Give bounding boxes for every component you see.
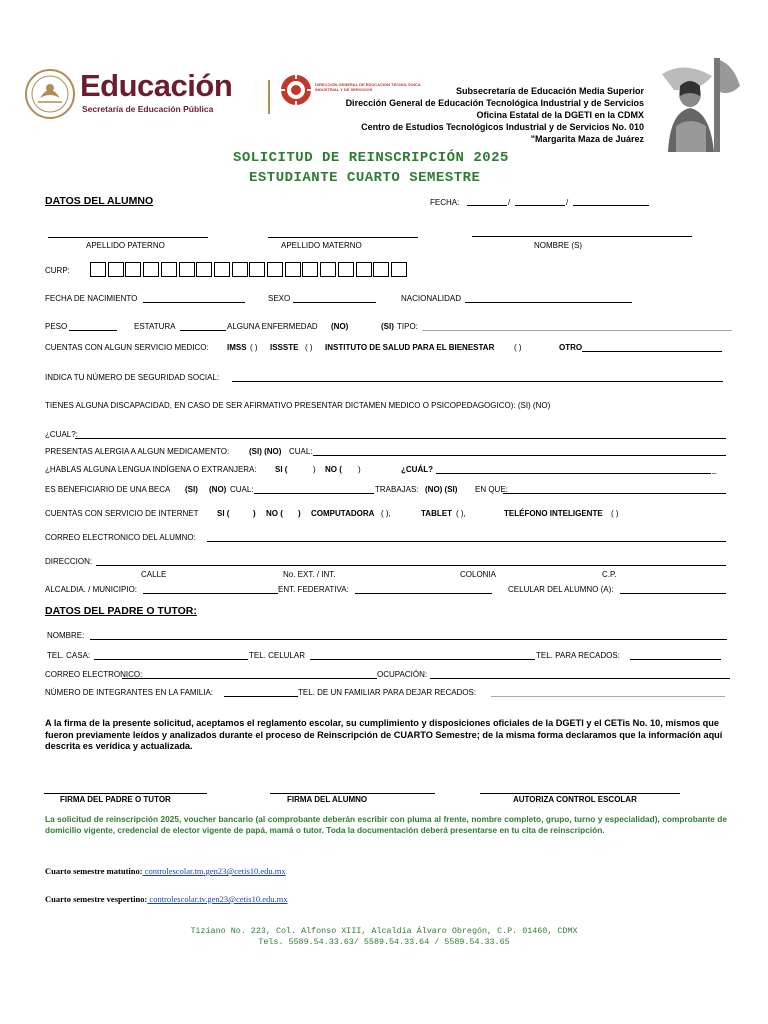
- issste-check[interactable]: ( ): [305, 343, 313, 352]
- firma-padre-label: FIRMA DEL PADRE O TUTOR: [60, 795, 171, 804]
- nacionalidad-label: NACIONALIDAD: [401, 294, 462, 303]
- sexo-line[interactable]: [293, 302, 376, 303]
- tel-casa-line[interactable]: [94, 659, 248, 660]
- curp-char-box[interactable]: [125, 262, 141, 277]
- celular-alumno-label: CELULAR DEL ALUMNO (A):: [508, 585, 614, 594]
- apellido-materno-line[interactable]: [268, 237, 418, 238]
- curp-char-box[interactable]: [214, 262, 230, 277]
- insabi-option[interactable]: INSTITUTO DE SALUD PARA EL BIENESTAR: [325, 343, 495, 352]
- curp-char-box[interactable]: [179, 262, 195, 277]
- tablet-check[interactable]: ( ),: [456, 509, 466, 518]
- header: [22, 52, 742, 152]
- vespertino-label: Cuarto semestre vespertino:: [45, 894, 148, 904]
- colonia-label: COLONIA: [460, 570, 497, 579]
- alergia-cual-line[interactable]: [313, 455, 726, 456]
- curp-char-box[interactable]: [196, 262, 212, 277]
- lengua-end-mark: _: [712, 465, 717, 474]
- entidad-label: ENT. FEDERATIVA:: [278, 585, 349, 594]
- ocupacion-end-mark: _: [632, 670, 637, 679]
- lengua-cual-line[interactable]: [436, 473, 711, 474]
- curp-char-box[interactable]: [108, 262, 124, 277]
- fecha-nacimiento-label: FECHA DE NACIMIENTO: [45, 294, 138, 303]
- imss-option[interactable]: IMSS: [227, 343, 247, 352]
- padre-correo-label: CORREO ELECTRONICO:: [45, 670, 143, 679]
- fecha-slash-2: /: [566, 198, 569, 207]
- fecha-month-line[interactable]: [515, 205, 565, 206]
- entidad-line[interactable]: [355, 593, 492, 594]
- internet-no-close: ): [298, 509, 301, 518]
- servicio-medico-label: CUENTAS CON ALGUN SERVICIO MEDICO:: [45, 343, 209, 352]
- curp-char-box[interactable]: [249, 262, 265, 277]
- beca-si-option[interactable]: (SI): [185, 485, 198, 494]
- internet-label: CUENTAS CON SERVICIO DE INTERNET: [45, 509, 199, 518]
- nss-label: INDICA TU NÚMERO DE SEGURIDAD SOCIAL:: [45, 373, 220, 382]
- curp-char-box[interactable]: [161, 262, 177, 277]
- ocupacion-label: OCUPACIÓN:: [377, 670, 428, 679]
- matutino-contact: [45, 866, 286, 876]
- telefono-option[interactable]: TELÉFONO INTELIGENTE: [504, 509, 603, 518]
- curp-char-box[interactable]: [373, 262, 389, 277]
- enfermedad-tipo-label: TIPO:: [397, 322, 418, 331]
- curp-char-box[interactable]: [338, 262, 354, 277]
- section-parent-heading: DATOS DEL PADRE O TUTOR:: [45, 605, 197, 617]
- correo-alumno-line[interactable]: [207, 541, 726, 542]
- peso-label: PESO: [45, 322, 68, 331]
- header-line-5: "Margarita Maza de Juárez: [530, 134, 644, 144]
- firma-alumno-label: FIRMA DEL ALUMNO: [287, 795, 368, 804]
- firma-padre-line[interactable]: [44, 793, 207, 794]
- beca-cual-line[interactable]: [254, 493, 374, 494]
- celular-alumno-line[interactable]: [620, 593, 726, 594]
- footer-phones: Tels. 5589.54.33.63/ 5589.54.33.64 / 5589.54.33.65: [258, 937, 510, 947]
- tel-casa-label: TEL. CASA:: [47, 651, 91, 660]
- peso-line[interactable]: [69, 330, 117, 331]
- dgeti-logo-icon: [280, 74, 312, 106]
- margarita-maza-portrait-icon: [654, 56, 742, 152]
- nombres-label: NOMBRE (S): [534, 241, 582, 250]
- computadora-option[interactable]: COMPUTADORA: [311, 509, 375, 518]
- alcaldia-label: ALCALDIA. / MUNICIPIO:: [45, 585, 138, 594]
- enfermedad-si-option[interactable]: (SI): [381, 322, 394, 331]
- estatura-label: ESTATURA: [134, 322, 176, 331]
- integrantes-label: NÚMERO DE INTEGRANTES EN LA FAMILIA:: [45, 688, 214, 697]
- header-line-4: Centro de Estudios Tecnológicos Industrial y de Servicios No. 010: [361, 122, 644, 132]
- trabajas-en-que-line[interactable]: [503, 493, 726, 494]
- curp-char-box[interactable]: [302, 262, 318, 277]
- apellido-paterno-line[interactable]: [48, 237, 208, 238]
- nss-line[interactable]: [232, 381, 723, 382]
- sexo-label: SEXO: [268, 294, 291, 303]
- ocupacion-line[interactable]: [430, 678, 730, 679]
- alergia-label: PRESENTAS ALERGIA A ALGUN MEDICAMENTO:: [45, 447, 230, 456]
- header-line-1: Subsecretaría de Educación Media Superior: [455, 86, 644, 96]
- beca-cual-label: CUAL:: [230, 485, 254, 494]
- enfermedad-tipo-line[interactable]: [422, 330, 732, 331]
- padre-nombre-line[interactable]: [90, 639, 727, 640]
- lengua-si-option[interactable]: SI (: [275, 465, 288, 474]
- fecha-label: FECHA:: [430, 198, 460, 207]
- declaration-text: A la firma de la presente solicitud, aceptamos el reglamento escolar, su cumplimiento y disposiciones oficiales de la DGETI y el CETis No. 10, mismos que fueron previamente leídos y analizados durante el proceso de Reinscripción de CUARTO Semestre; de la misma forma declaramos que la información aquí descrita es verídica y actualizada.: [45, 718, 723, 751]
- discapacidad-cual-line[interactable]: [75, 438, 726, 439]
- beca-no-option[interactable]: (NO): [209, 485, 227, 494]
- integrantes-line[interactable]: [224, 696, 298, 697]
- tablet-option[interactable]: TABLET: [421, 509, 452, 518]
- issste-option[interactable]: ISSSTE: [270, 343, 299, 352]
- alergia-cual-label: CUAL:: [289, 447, 313, 456]
- tel-celular-label: TEL. CELULAR: [249, 651, 306, 660]
- correo-alumno-label: CORREO ELECTRONICO DEL ALUMNO:: [45, 533, 196, 542]
- tel-recados-label: TEL. PARA RECADOS:: [536, 651, 620, 660]
- alguna-enfermedad-label: ALGUNA ENFERMEDAD: [227, 322, 318, 331]
- curp-char-box[interactable]: [285, 262, 301, 277]
- enfermedad-no-option[interactable]: (NO): [331, 322, 349, 331]
- firma-alumno-line[interactable]: [270, 793, 435, 794]
- tel-recados-line[interactable]: [630, 659, 721, 660]
- header-divider: [268, 80, 270, 114]
- lengua-cual-label: ¿CUÁL?: [401, 465, 433, 474]
- calle-label: CALLE: [141, 570, 167, 579]
- fecha-year-line[interactable]: [573, 205, 649, 206]
- curp-char-box[interactable]: [143, 262, 159, 277]
- padre-correo-line[interactable]: [122, 678, 377, 679]
- trabajas-en-que-label: EN QUE:: [475, 485, 508, 494]
- documents-notice: La solicitud de reinscripción 2025, voucher bancario (al comprobante deberán escribir con pluma al frente, nombre completo, grupo, turno y especialidad), comprobante de domicilio vigente, credencial de elector vigente de papá, mamá o tutor. Toda la documentación deberá presentarse en tu cita de reinscripción.: [45, 814, 727, 836]
- section-student-heading: DATOS DEL ALUMNO: [45, 195, 154, 207]
- insabi-check[interactable]: ( ): [514, 343, 522, 352]
- curp-char-box[interactable]: [320, 262, 336, 277]
- alcaldia-line[interactable]: [143, 593, 278, 594]
- discapacidad-label: TIENES ALGUNA DISCAPACIDAD, EN CASO DE SER AFIRMATIVO PRESENTAR DICTAMEN MEDICO O PSICOPEDAGOGICO): (SI) (NO): [45, 401, 551, 410]
- dgeti-small-text: DIRECCIÓN GENERAL DE EDUCACIÓN TECNOLÓGICA INDUSTRIAL Y DE SERVICIOS: [315, 82, 421, 92]
- nacionalidad-line[interactable]: [465, 302, 632, 303]
- lengua-no-option[interactable]: NO (: [325, 465, 342, 474]
- matutino-email-link[interactable]: controlescolar.tm.gen23@cetis10.edu.mx: [142, 866, 286, 876]
- padre-nombre-label: NOMBRE:: [47, 631, 85, 640]
- vespertino-contact: [45, 894, 287, 904]
- cp-label: C.P.: [602, 570, 617, 579]
- imss-check[interactable]: ( ): [250, 343, 258, 352]
- fecha-day-line[interactable]: [467, 205, 507, 206]
- header-line-2: Dirección General de Educación Tecnológica Industrial y de Servicios: [345, 98, 644, 108]
- curp-char-box[interactable]: [356, 262, 372, 277]
- matutino-label: Cuarto semestre matutino:: [45, 866, 143, 876]
- nombres-line[interactable]: [472, 236, 692, 237]
- lengua-no-close: ): [358, 465, 361, 474]
- tel-familiar-label: TEL. DE UN FAMILIAR PARA DEJAR RECADOS:: [298, 688, 477, 697]
- discapacidad-cual-label: ¿CUAL?:: [45, 430, 78, 439]
- curp-char-box[interactable]: [267, 262, 283, 277]
- otro-option: OTRO: [559, 343, 583, 352]
- edu-title: Educación: [80, 68, 233, 103]
- curp-char-box[interactable]: [391, 262, 407, 277]
- curp-char-box[interactable]: [232, 262, 248, 277]
- firma-control-line[interactable]: [480, 793, 680, 794]
- edu-subtitle: Secretaría de Educación Pública: [82, 104, 214, 114]
- curp-char-box[interactable]: [90, 262, 106, 277]
- direccion-label: DIRECCION:: [45, 557, 93, 566]
- num-ext-int-label: No. EXT. / INT.: [283, 570, 336, 579]
- internet-si-close: ): [253, 509, 256, 518]
- vespertino-email-link[interactable]: controlescolar.tv.gen23@cetis10.edu.mx: [147, 894, 288, 904]
- sep-seal-icon: [24, 68, 76, 120]
- tel-familiar-line[interactable]: [491, 696, 725, 697]
- trabajas-label: TRABAJAS:: [375, 485, 419, 494]
- alergia-options[interactable]: (SI) (NO): [249, 447, 282, 456]
- apellido-materno-label: APELLIDO MATERNO: [281, 241, 362, 250]
- form-subtitle: ESTUDIANTE CUARTO SEMESTRE: [249, 170, 481, 186]
- internet-si-option[interactable]: SI (: [217, 509, 230, 518]
- fecha-slash-1: /: [508, 198, 511, 207]
- computadora-check[interactable]: ( ),: [381, 509, 391, 518]
- firma-control-label: AUTORIZA CONTROL ESCOLAR: [513, 795, 637, 804]
- internet-no-option[interactable]: NO (: [266, 509, 283, 518]
- beca-label: ES BENEFICIARIO DE UNA BECA: [45, 485, 171, 494]
- trabajas-options[interactable]: (NO) (SI): [425, 485, 458, 494]
- header-line-3: Oficina Estatal de la DGETI en la CDMX: [476, 110, 644, 120]
- lengua-si-close: ): [313, 465, 316, 474]
- tel-celular-line[interactable]: [310, 659, 535, 660]
- form-title: SOLICITUD DE REINSCRIPCIÓN 2025: [233, 150, 509, 166]
- curp-label: CURP:: [45, 266, 70, 275]
- telefono-check[interactable]: ( ): [611, 509, 619, 518]
- apellido-paterno-label: APELLIDO PATERNO: [86, 241, 165, 250]
- direccion-line[interactable]: [96, 565, 726, 566]
- estatura-line[interactable]: [180, 330, 226, 331]
- lengua-label: ¿HABLAS ALGUNA LENGUA INDÍGENA O EXTRANJERA:: [45, 465, 257, 474]
- fecha-nacimiento-line[interactable]: [143, 302, 245, 303]
- otro-line[interactable]: [582, 351, 722, 352]
- footer-address: Tiziano No. 223, Col. Alfonso XIII, Alcaldía Álvaro Obregón, C.P. 01460, CDMX: [190, 926, 578, 936]
